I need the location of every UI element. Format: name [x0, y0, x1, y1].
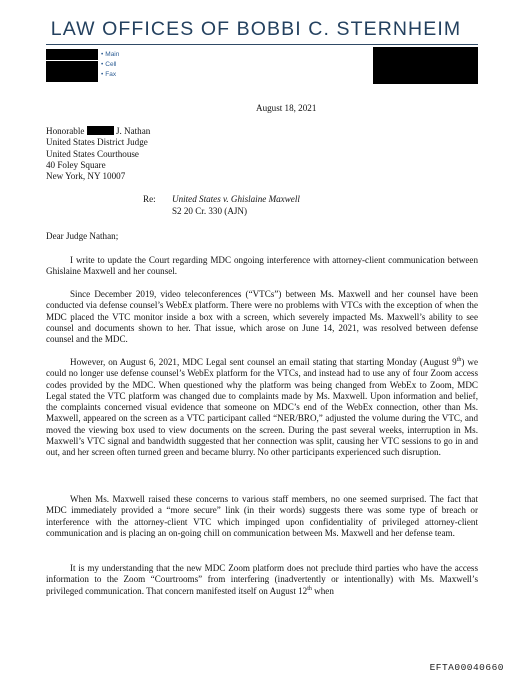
address-line-5: New York, NY 10007 [46, 171, 126, 182]
letterhead-divider [46, 44, 478, 45]
address-block [46, 126, 150, 182]
body-paragraph-1: I write to update the Court regarding MDC ongoing interference with attorney-client communication between Ghislaine Maxwell and her counsel. [46, 255, 478, 277]
re-label: Re: [143, 194, 156, 204]
redaction-block-phone [46, 61, 98, 82]
address-line-4: 40 Foley Square [46, 159, 106, 170]
body-paragraph-3: However, on August 6, 2021, MDC Legal sent counsel an email stating that starting Monday (August 9th) we could no longer use defense counsel’s WebEx platform for the VTCs, and instead had to use any of four Zoom access codes provided by the MDC. When questioned why the platform was being changed from WebEx to Zoom, MDC Legal stated the VTC platform was changed due to complaints made by Ms. Maxwell. Upon information and belief, the complaints concerned visual evidence that someone on MDC’s end of the WebEx connection, other than Ms. Maxwell, appeared on the screen as a VTC participant called “NER/BRO,” adjusted the volume during the VTC, and moved the viewing box used to view documents on the screen. During the past several weeks, interruption in Ms. Maxwell’s VTC signal and bandwidth suggested that her connection was split, causing her VTC sessions to go in and out, and her screen often turned green and became blurry. No other participants experienced such disruption. [46, 356, 478, 458]
contact-list [101, 50, 119, 80]
re-case-number: S2 20 Cr. 330 (AJN) [172, 206, 248, 216]
contact-cell: • Cell [101, 61, 117, 68]
contact-main: • Main [101, 51, 120, 58]
redaction-judge-firstname [87, 126, 114, 135]
body-paragraph-2: Since December 2019, video teleconferences (“VTCs”) between Ms. Maxwell and her counsel have been conducted via defense counsel’s WebEx platform. There were no problems with VTCs with the exception of when the MDC placed the VTC monitor inside a box with a screen, which severely impacted Ms. Maxwell’s ability to see counsel and documents shown to her. That issue, which arose on June 14, 2021, was resolved between defense counsel and the MDC. [46, 289, 478, 345]
re-case-name: United States v. Ghislaine Maxwell [172, 194, 300, 204]
body-paragraph-5: It is my understanding that the new MDC Zoom platform does not preclude third parties who have the access information to the Zoom “Courtrooms” from interfering (inadvertently or intentionally) with Ms. Maxwell’s privileged communication. That concern manifested itself on August 12th when [46, 563, 478, 596]
letter-date: August 18, 2021 [256, 103, 317, 113]
contact-fax: • Fax [101, 71, 117, 78]
body-paragraph-4: When Ms. Maxwell raised these concerns to various staff members, no one seemed surprised. The fact that MDC immediately provided a “more secure” link (in their words) suggests there was some type of breach or interference with the attorney-client VTC which impinged upon confidentiality of privileged attorney-client communication and is placing an on-going chill on communication between Ms. Maxwell and her defense team. [46, 494, 478, 538]
letterhead-firm-name: LAW OFFICES OF BOBBI C. STERNHEIM [50, 18, 462, 40]
address-line-3: United States Courthouse [46, 148, 139, 159]
salutation: Dear Judge Nathan; [46, 231, 119, 241]
address-line-2: United States District Judge [46, 137, 148, 148]
redaction-block-right [373, 47, 478, 84]
redaction-block-address [46, 49, 98, 60]
bates-number: EFTA00040660 [429, 662, 504, 673]
address-line-1: Honorable J. Nathan [46, 126, 151, 136]
